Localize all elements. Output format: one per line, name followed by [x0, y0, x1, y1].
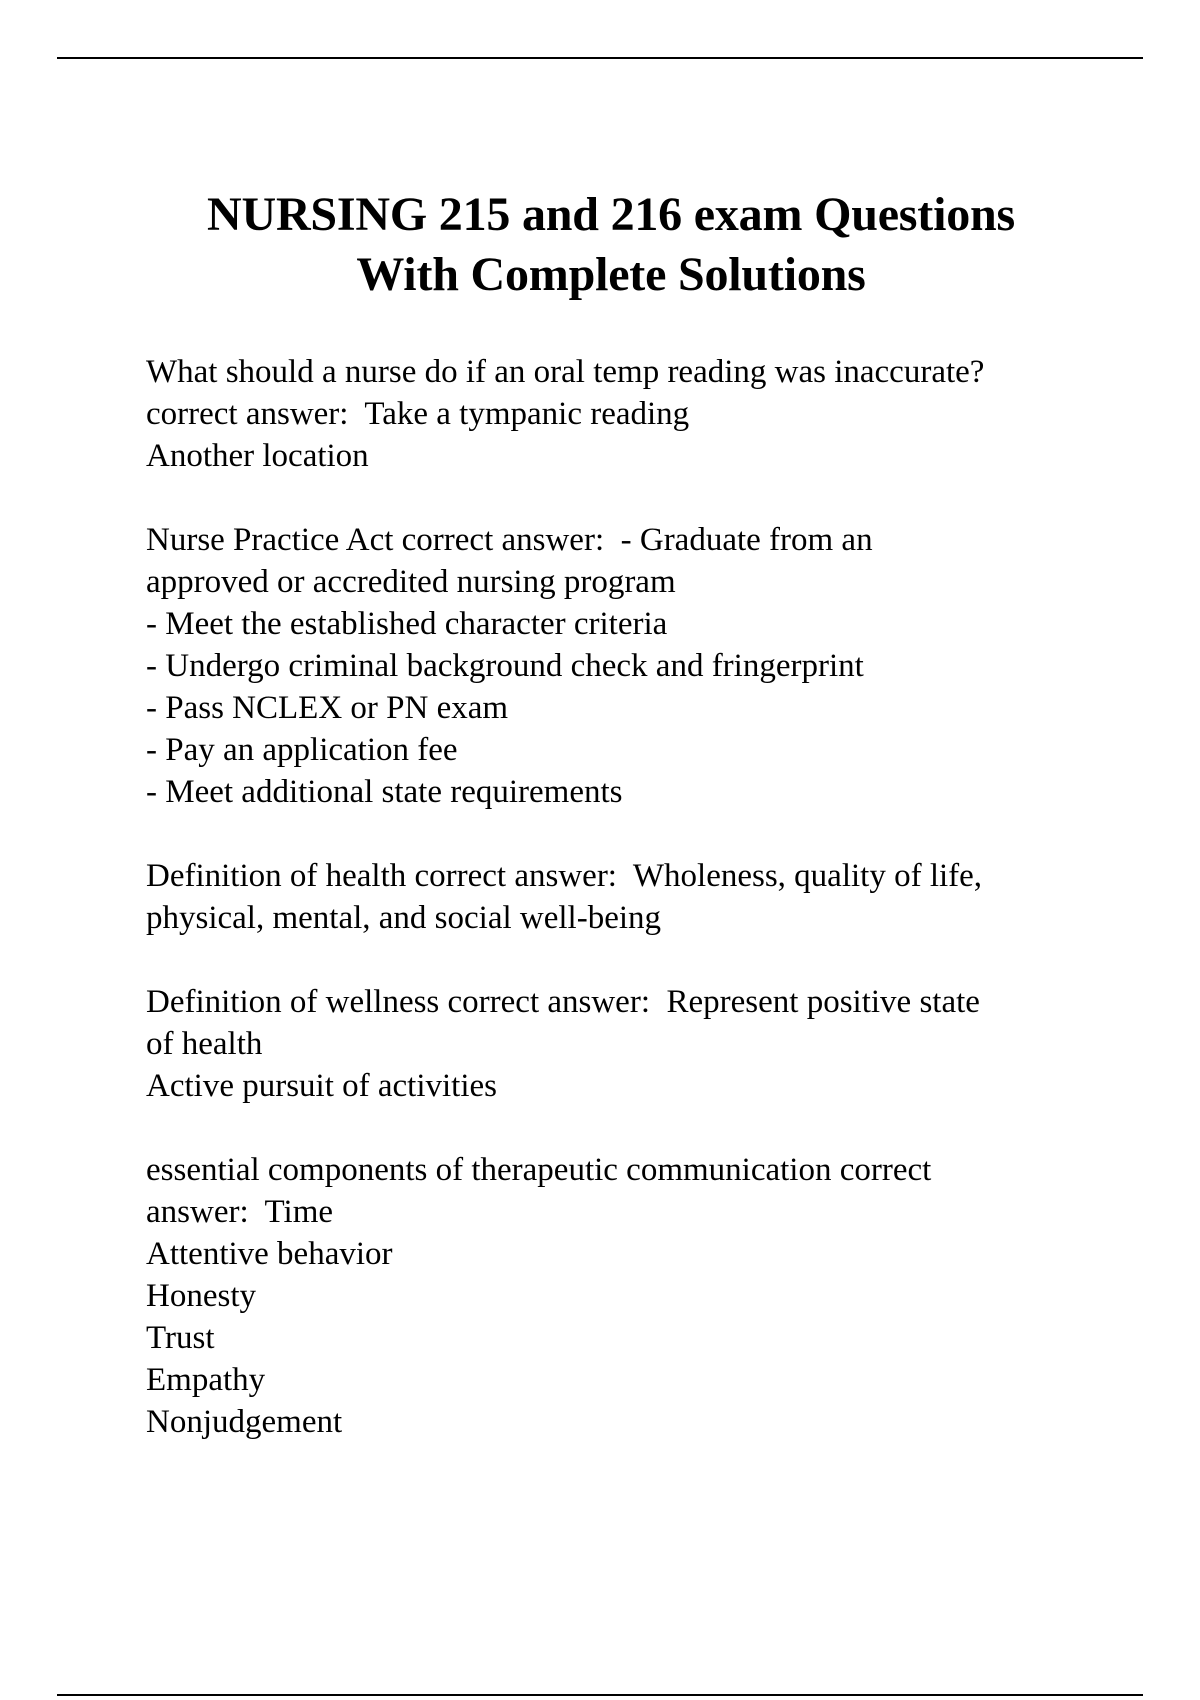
- entry-line: Nurse Practice Act correct answer: - Graduate from an: [146, 522, 873, 558]
- bottom-divider: [57, 1694, 1143, 1696]
- entry-line: - Meet the established character criteria: [146, 606, 668, 642]
- top-divider: [57, 57, 1143, 59]
- title-line-2: With Complete Solutions: [356, 248, 866, 301]
- entry-line: physical, mental, and social well-being: [146, 900, 662, 936]
- entry-line: Nonjudgement: [146, 1404, 343, 1440]
- qa-entry-definition-wellness: [146, 981, 1076, 1107]
- entry-line: Empathy: [146, 1362, 266, 1398]
- entry-line: Honesty: [146, 1278, 256, 1314]
- entry-line: - Pass NCLEX or PN exam: [146, 690, 509, 726]
- entry-line: Attentive behavior: [146, 1236, 393, 1272]
- entry-line: What should a nurse do if an oral temp reading was inaccurate?: [146, 354, 985, 390]
- page-title: [146, 185, 1076, 305]
- qa-entry-definition-health: [146, 855, 1076, 939]
- entry-line: approved or accredited nursing program: [146, 564, 676, 600]
- entry-line: essential components of therapeutic communication correct: [146, 1152, 932, 1188]
- entry-line: - Undergo criminal background check and fringerprint: [146, 648, 864, 684]
- title-line-1: NURSING 215 and 216 exam Questions: [207, 188, 1015, 241]
- entry-line: Definition of wellness correct answer: Represent positive state: [146, 984, 980, 1020]
- qa-entry-oral-temp: [146, 351, 1076, 477]
- entry-line: answer: Time: [146, 1194, 334, 1230]
- entry-line: of health: [146, 1026, 263, 1062]
- entry-line: Active pursuit of activities: [146, 1068, 497, 1104]
- document-body: [146, 185, 1076, 1485]
- qa-entry-therapeutic-communication: [146, 1149, 1076, 1443]
- entry-line: - Meet additional state requirements: [146, 774, 623, 810]
- entry-line: correct answer: Take a tympanic reading: [146, 396, 690, 432]
- entry-line: Trust: [146, 1320, 215, 1356]
- entry-line: Definition of health correct answer: Wholeness, quality of life,: [146, 858, 983, 894]
- qa-entry-nurse-practice-act: [146, 519, 1076, 813]
- entry-line: - Pay an application fee: [146, 732, 458, 768]
- entry-line: Another location: [146, 438, 369, 474]
